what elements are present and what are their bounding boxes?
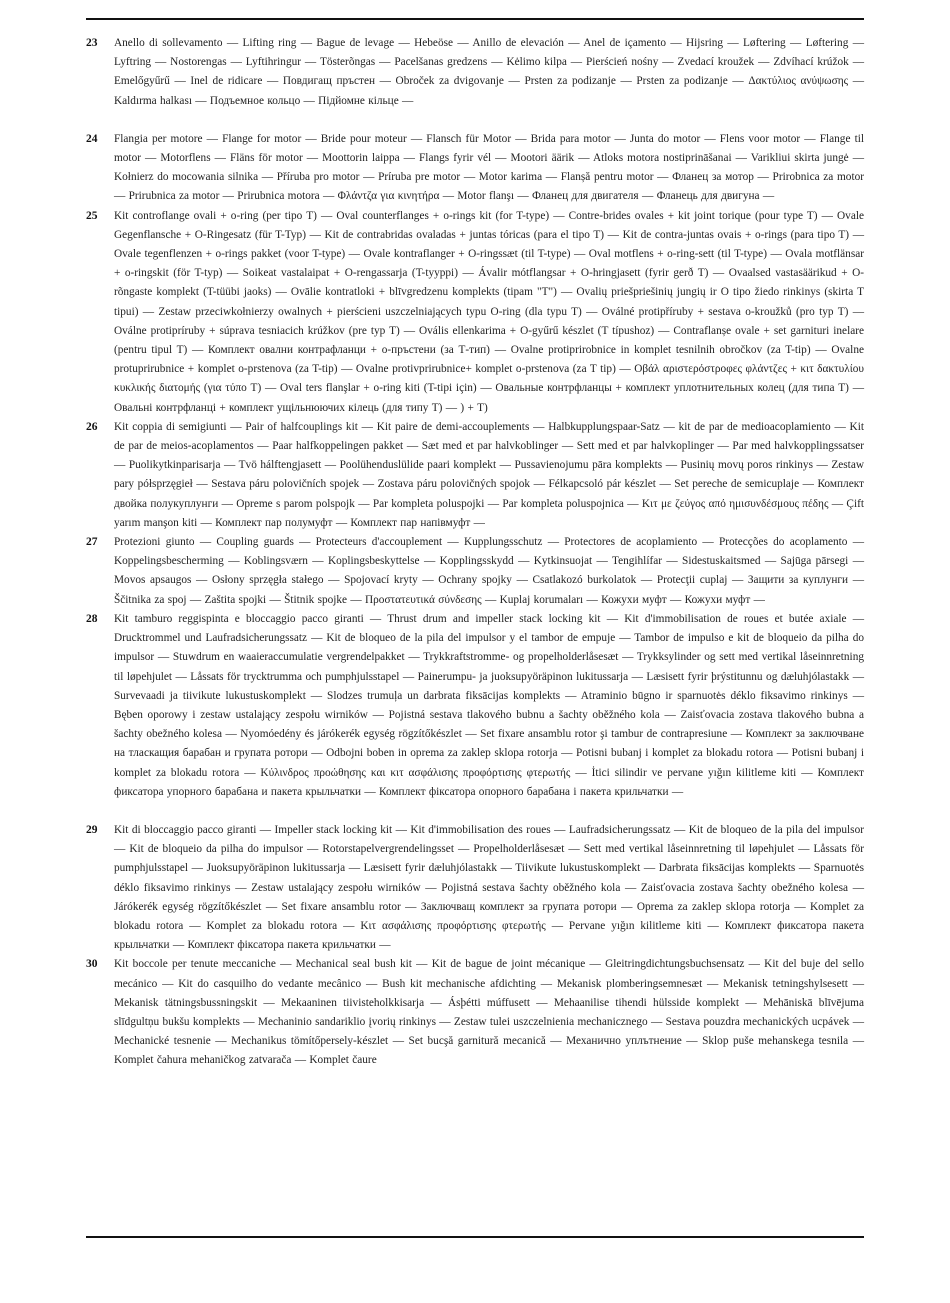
glossary-entry — [86, 533, 864, 610]
entry-text: Kit tamburo reggispinta e bloccaggio pacco giranti — Thrust drum and impeller stack locking kit — Kit d'immobilisation de roues et butée axiale — Drucktrommel und Laufradsicherungssatz — Kit de bloqueo de la pila del impulsor y el tambor de empuje — Tambor de impulso e kit de bloqueio da pilha do impulsor — Stuwdrum en waaieraccumulatie vergrendelpakket — Trykkraftstromme- og propelholderlåsesæt — Trykksylinder og sett med vertikal låseinnretning til løpehjulet — Låssats för trycktrumma och pumphjulsstapel — Painerumpu- ja juoksupyöräpinon lukitussarja — Læsisett fyrir þrýstitunnu og dæluhjólastakk — Survevaadi ja tiivikute lukustuskomplekt — Slodzes trumuļa un darbrata fiksācijas komplekts — Atraminio būgno ir sparnuotės déklo fiksavimo rinkinys — Bęben oporowy i zestaw ustalający zespołu wirników — Pojistná sestava tlakového bubnu a šachty oběžného kola — Zaisťovacia zostava tlakového bubna a šachty obežného kolesa — Nyomóedény és járókerék egység rögzítőkészlet — Set fixare ansamblu rotor şi tambur de contrapresiune — Комплект за заключване на тласкащия барабан и групата ротори — Odbojni boben in oprema za zaklep sklopa rotorja — Potisni bubanj i komplet za blokadu rotora — Potisni bubanj i komplet za blokadu rotora — Κύλινδρος προώθησης και κιτ ασφάλισης προφόρτισης φτερωτής — İtici silindir ve pervane yığın kilitleme kiti — Комплект фиксатора упорного барабана и пакета крыльчатки — Комплект фіксатора опорного барабана і пакета крильчатки — — [114, 612, 864, 798]
entry-number: 30 — [86, 958, 98, 971]
glossary-entry — [86, 955, 864, 1070]
entry-number: 28 — [86, 612, 98, 625]
glossary-entry — [86, 610, 864, 802]
entry-number: 27 — [86, 536, 98, 549]
glossary-entry — [86, 207, 864, 418]
top-rule — [86, 18, 864, 20]
entry-number: 24 — [86, 132, 98, 145]
entry-text: Kit boccole per tenute meccaniche — Mechanical seal bush kit — Kit de bague de joint mécanique — Gleitringdichtungsbuchsensatz — Kit del buje del sello mecánico — Kit do casquilho do vedante mecânico — Bush kit mechanische afdichting — Mekanisk plomberingsemnesæt — Mekanisk tetningshylsesett — Mekanisk tätningsbussningskit — Mekaaninen tiivisteholkkisarja — Ásþétti múffusett — Mehaanilise tihendi hülsside komplekt — Mehāniskā blīvējuma slīdgultņu bukšu komplekts — Mechaninio sandariklio įvorių rinkinys — Zestaw tulei uszczelnienia mechanicznego — Sestava pouzdra mechanických ucpávek — Mechanické tesnenie — Mechanikus tömítőpersely-készlet — Set bucşă garnitură mecanică — Механично уплътнение — Sklop puše mehanskega tesnila — Komplet čahura mehaničkog zatvarača — Komplet čaure — [114, 958, 865, 1067]
entry-gap — [86, 111, 864, 130]
entry-number: 26 — [86, 420, 98, 433]
entry-number: 29 — [86, 823, 98, 836]
bottom-rule — [86, 1236, 864, 1238]
entry-text: Kit coppia di semigiunti — Pair of halfcouplings kit — Kit paire de demi-accouplements — Halbkupplungspaar-Satz — kit de par de medioacoplamiento — Kit de par de meios-acoplamentos — Paar halfkoppelingen pakket — Sæt med et par halvkoblinger — Sett med et par halvkoplinger — Par med halvkopplingssatser — Puolikytkinparisarja — Tvö hálftengjasett — Poolühenduslülide paari komplekt — Pussavienojumu pāra komplekts — Pusinių movų poros rinkinys — Zestaw pary półsprzęgieł — Sestava páru polovičních spojek — Zostava páru polovičných spojok — Félkapcsoló pár készlet — Set pereche de semicuplaje — Комплект двойка полукуплунги — Opreme s parom polspojk — Par kompleta poluspojki — Par kompleta poluspojnica — Κιτ με ζεύγος από ημισυνδέσμους πέδης — Çift yarım manşon kiti — Комплект пар полумуфт — Комплект пар напівмуфт — — [114, 420, 864, 529]
entry-number: 23 — [86, 37, 98, 49]
entry-number: 25 — [86, 209, 98, 222]
entry-text: Anello di sollevamento — Lifting ring — Bague de levage — Hebeöse — Anillo de elevación — Anel de içamento — Hijsring — Løftering — Løftering — Lyftring — Nostorengas — Lyftihringur — Tösterõngas — Pacelšanas gredzens — Kėlimo kilpa — Pierścień nośny — Zvedací kroužek — Zdvíhací krúžok — Emelőgyűrű — Inel de ridicare — Повдигащ пръстен — Obroček za dvigovanje — Prsten za podizanje — Prsten za podizanje — Δακτύλιος ανύψωσης — Kaldırma halkası — Подъемное кольцо — Підйомне кільце — — [114, 37, 864, 107]
glossary-entries — [86, 34, 864, 1071]
glossary-entry — [86, 418, 864, 533]
glossary-entry — [86, 821, 864, 955]
glossary-entry — [86, 130, 864, 207]
entry-text: Protezioni giunto — Coupling guards — Protecteurs d'accouplement — Kupplungsschutz — Protectores de acoplamiento — Protecções do acoplamento — Koppelingsbescherming — Koblingsværn — Koplingsbeskyttelse — Kopplingsskydd — Kytkinsuojat — Tengihlífar — Sidestuskaitsmed — Sajūga pārsegi — Movos apsaugos — Osłony sprzęgła stałego — Spojovací kryty — Ochrany spojky — Csatlakozó burkolatok — Protecţii cuplaj — Защити за куплунги — Ščitnika za spoj — Zaštita spojki — Štitnik spojke — Προστατευτικά σύνδεσης — Kuplaj korumaları — Кожухи муфт — Кожухи муфт — — [114, 536, 864, 606]
entry-gap — [86, 802, 864, 821]
entry-text: Kit di bloccaggio pacco giranti — Impeller stack locking kit — Kit d'immobilisation des roues — Laufradsicherungssatz — Kit de bloqueo de la pila del impulsor — Kit de bloqueio da pilha do impulsor — Rotorstapelvergrendelingsset — Propelholderlåsesæt — Sett med vertikal låseinnretning til løpehjulet — Låssats för pumphjulsstapel — Juoksupyöräpinon lukitussarja — Læsisett fyrir dæluhjólastakk — Tiivikute lukustuskomplekt — Darbrata fiksācijas komplekts — Sparnuotės déklo fiksavimo rinkinys — Zestaw ustalający zespołu wirników — Pojistná sestava šachty oběžného kola — Zaisťovacia zostava šachty obežného kolesa — Járókerék egység rögzítőkészlet — Set fixare ansamblu rotor — Заключващ комплект за групата ротори — Oprema za zaklep sklopa rotorja — Komplet za blokadu rotora — Komplet za blokadu rotora — Κιτ ασφάλισης προφόρτισης φτερωτής — Pervane yığın kilitleme kiti — Комплект фиксатора пакета крыльчатки — Комплект фіксатора пакета крильчатки — — [114, 823, 864, 952]
entry-text: Kit controflange ovali + o-ring (per tipo T) — Oval counterflanges + o-rings kit (for T-type) — Contre-brides ovales + kit joint torique (pour type T) — Ovale Gegenflansche + O-Ringesatz (für T-Typ) — Kit de contrabridas ovaladas + juntas tóricas (para el tipo T) — Kit de contra-juntas ovais + o-rings (para tipo T) — Ovale tegenflenzen + o-rings pakket (voor T-type) — Ovale kontraflanger + O-ringssæt (til T-type) — Oval motflens + o-ring-sett (til T-type) — Ovala motflänsar + o-ringskit (för T-typ) — Soikeat vastalaipat + O-rengassarja (T-tyyppi) — Ávalir mótflangsar + O-hringjasett (fyrir gerð T) — Ovaalsed vastasäärikud + O-rõngaste komplekt (T-tüübi jaoks) — Ovālie kontratloki + blīvgredzenu komplekts (tipam "T") — Ovalių priešpriešinių jungių ir O tipo žiedo rinkinys (skirta T tipui) — Zestaw przeciwkołnierzy owalnych + pierścieni uszczelniających typu O-ring (dla typu T) — Oválné protipříruby + sestava o-kroužků (pro typ T) — Oválne protipríruby + súprava tesniacich krúžkov (pre typ T) — Ovális ellenkarima + O-gyűrű készlet (T típushoz) — Contraflanșe ovale + set garnituri inelare (pentru tipul T) — Комплект овални контрафланци + о-пръстени (за Т-тип) — Ovalne protiprirobnice in komplet tesnilnih obročkov (za T-tip) — Ovalne protuprirubnice + komplet o-prstenova (za T-tip) — Ovalne protivprirubnice+ komplet o-prstenova (za T tip) — Οβάλ αριστερόστροφες φλάντζες + κιτ δακτυλίου κυκλικής διατομής (για τύπο T) — Oval ters flanşlar + o-ring kiti (T-tipi için) — Овальные контрфланцы + комплект уплотнительных колец (для типа T) — Овальні контрфланці + комплект ущільнюючих кілець (для типу T) — ) + T) — [114, 209, 864, 414]
glossary-entry — [86, 34, 864, 111]
entry-text: Flangia per motore — Flange for motor — Bride pour moteur — Flansch für Motor — Brida para motor — Junta do motor — Flens voor motor — Flange til motor — Motorflens — Fläns för motor — Moottorin laippa — Flangs fyrir vél — Mootori äärik — Atloks motora nostiprināšanai — Varikliui skirta jungė — Kołnierz do mocowania silnika — Příruba pro motor — Príruba pre motor — Motor karima — Flanșă pentru motor — Фланец за мотор — Prirobnica za motor — Prirubnica za motor — Prirubnica motora — Φλάντζα για κινητήρα — Motor flanşı — Фланец для двигателя — Фланець для двигуна — — [114, 132, 864, 203]
